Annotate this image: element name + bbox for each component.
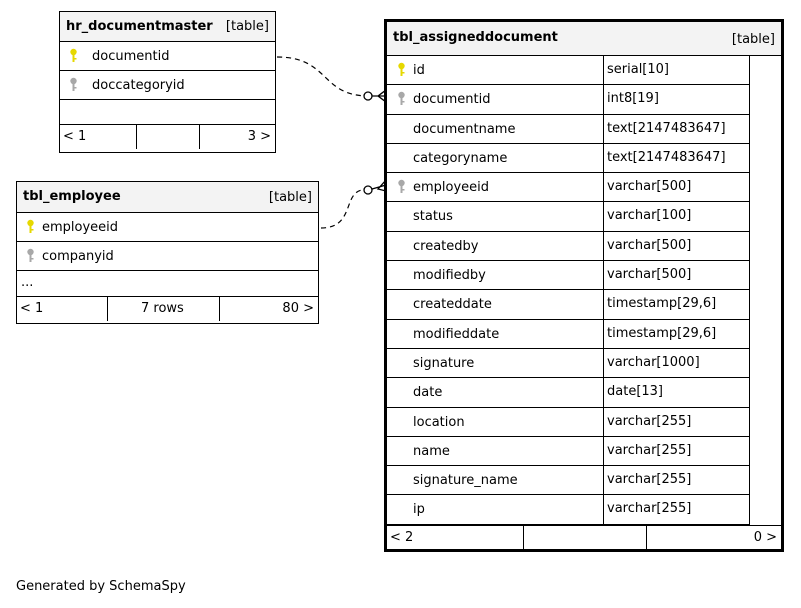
link-documentmaster-to-assigneddocument: [277, 57, 369, 96]
column-name: location: [413, 414, 465, 430]
column-name: id: [413, 63, 425, 78]
column-row[interactable]: [387, 378, 750, 407]
column-name: doccategoryid: [92, 78, 185, 93]
column-name: createddate: [413, 297, 492, 313]
column-name: documentid: [413, 92, 491, 108]
extra-row: [60, 100, 275, 125]
footer-left: < 1: [63, 129, 87, 144]
foreign-key-icon: [397, 179, 406, 195]
column-row[interactable]: [387, 320, 750, 349]
ellipsis-text: ...: [21, 275, 34, 290]
table-header: [387, 22, 781, 56]
column-row[interactable]: [387, 85, 750, 114]
column-name: employeeid: [413, 180, 490, 196]
footer-divider: [136, 125, 137, 149]
column-type: date[13]: [603, 378, 663, 406]
column-row[interactable]: [60, 42, 275, 71]
column-name: signature_name: [413, 473, 518, 489]
column-row[interactable]: [387, 56, 750, 85]
column-row[interactable]: [387, 115, 750, 144]
column-type: varchar[500]: [603, 173, 691, 201]
footer-divider: [107, 297, 108, 321]
footer-right: 80 >: [282, 301, 314, 316]
table-footer: [60, 125, 275, 149]
column-row[interactable]: [387, 290, 750, 319]
column-type: varchar[255]: [603, 495, 691, 523]
column-type: varchar[100]: [603, 202, 691, 230]
column-type: varchar[255]: [603, 408, 691, 436]
column-name: signature: [413, 355, 475, 371]
column-name: modifieddate: [413, 326, 500, 342]
table-tbl-assigneddocument[interactable]: [384, 19, 784, 552]
table-kind: [table]: [268, 190, 312, 205]
column-row[interactable]: [387, 495, 750, 524]
column-type: timestamp[29,6]: [603, 320, 716, 348]
column-name: createdby: [413, 238, 479, 254]
column-name: ip: [413, 502, 425, 518]
column-row[interactable]: [17, 242, 318, 271]
column-row[interactable]: [387, 173, 750, 202]
column-type: timestamp[29,6]: [603, 290, 716, 318]
table-kind: [table]: [731, 32, 775, 47]
column-row[interactable]: [387, 232, 750, 261]
footer-right: 0 >: [753, 529, 777, 545]
table-header: [60, 12, 275, 42]
column-row[interactable]: [60, 71, 275, 100]
column-type: varchar[255]: [603, 466, 691, 494]
primary-key-icon: [26, 219, 35, 235]
primary-key-icon: [397, 62, 406, 78]
column-row[interactable]: [387, 261, 750, 290]
link-employee-to-assigneddocument: [321, 190, 369, 228]
column-name: date: [413, 385, 443, 401]
column-type: varchar[1000]: [603, 349, 700, 377]
table-tbl-employee[interactable]: [16, 181, 319, 324]
footer-divider: [523, 525, 524, 552]
column-name: employeeid: [42, 220, 119, 235]
footer-middle: 7 rows: [141, 301, 184, 316]
column-divider: [749, 56, 750, 526]
column-row[interactable]: [387, 144, 750, 173]
column-type: varchar[500]: [603, 232, 691, 260]
footer-divider: [219, 297, 220, 321]
footer-divider: [646, 525, 647, 552]
column-name: documentid: [92, 49, 170, 64]
column-type: int8[19]: [603, 85, 659, 113]
column-type: serial[10]: [603, 56, 669, 84]
table-header: [17, 182, 318, 213]
table-hr-documentmaster[interactable]: [59, 11, 276, 153]
table-name: hr_documentmaster: [66, 19, 213, 34]
table-kind: [table]: [225, 19, 269, 34]
foreign-key-icon: [69, 77, 78, 93]
column-name: modifiedby: [413, 268, 486, 284]
column-row[interactable]: [387, 349, 750, 378]
column-name: status: [413, 209, 453, 225]
primary-key-icon: [69, 48, 78, 64]
column-row[interactable]: [387, 202, 750, 231]
foreign-key-icon: [397, 91, 406, 107]
column-type: text[2147483647]: [603, 115, 726, 143]
column-type: varchar[500]: [603, 261, 691, 289]
extra-row: [17, 271, 318, 297]
table-footer: [17, 297, 318, 321]
column-list: [387, 56, 781, 525]
column-row[interactable]: [387, 466, 750, 495]
column-row[interactable]: [387, 408, 750, 437]
footer-right: 3 >: [247, 129, 271, 144]
foreign-key-icon: [26, 248, 35, 264]
footer-divider: [199, 125, 200, 149]
link-optional-marker: [364, 92, 372, 100]
footer-left: < 2: [390, 529, 414, 545]
column-row[interactable]: [387, 437, 750, 466]
column-name: name: [413, 443, 450, 459]
column-type: text[2147483647]: [603, 144, 726, 172]
column-row[interactable]: [17, 213, 318, 242]
table-footer: [387, 525, 781, 552]
table-name: tbl_employee: [23, 189, 121, 204]
generator-caption: Generated by SchemaSpy: [16, 579, 186, 594]
column-type: varchar[255]: [603, 437, 691, 465]
link-optional-marker: [364, 186, 372, 194]
table-name: tbl_assigneddocument: [393, 30, 558, 45]
column-name: companyid: [42, 249, 114, 264]
column-name: documentname: [413, 121, 516, 137]
column-name: categoryname: [413, 150, 508, 166]
footer-left: < 1: [20, 301, 44, 316]
